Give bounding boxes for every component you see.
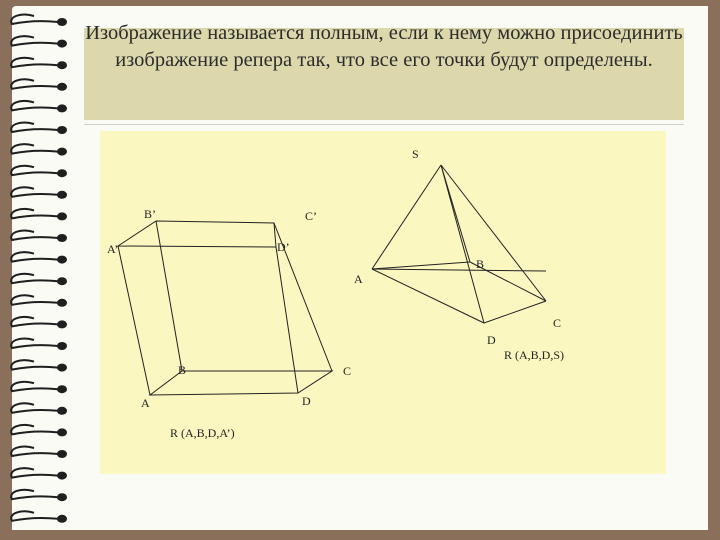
spiral-hole-icon bbox=[57, 61, 67, 69]
spiral-hole-icon bbox=[57, 342, 67, 350]
spiral-ring-icon bbox=[11, 317, 58, 326]
spiral-hole-icon bbox=[57, 234, 67, 242]
spiral-hole-icon bbox=[57, 407, 67, 415]
pyramid-label-b: B bbox=[476, 257, 485, 271]
spiral-ring-icon bbox=[11, 58, 58, 67]
spiral-hole-icon bbox=[57, 320, 67, 328]
spiral-ring-icon bbox=[11, 490, 58, 499]
spiral-ring-icon bbox=[11, 209, 58, 218]
spiral-ring-icon bbox=[11, 187, 58, 196]
spiral-hole-icon bbox=[57, 277, 67, 285]
spiral-hole-icon bbox=[57, 126, 67, 134]
spiral-ring-icon bbox=[11, 339, 58, 348]
pyramid-drawing bbox=[372, 165, 546, 323]
prism-drawing bbox=[118, 221, 332, 395]
pyramid-edge-ab bbox=[372, 262, 470, 269]
spiral-hole-icon bbox=[57, 515, 67, 523]
spiral-ring-icon bbox=[11, 79, 58, 88]
spiral-ring-icon bbox=[11, 447, 58, 456]
spiral-hole-icon bbox=[57, 299, 67, 307]
prism-label-d-prime: D’ bbox=[277, 240, 290, 254]
prism-label-b: B bbox=[178, 363, 187, 377]
spiral-ring-icon bbox=[11, 425, 58, 434]
prism-label-c: C bbox=[343, 364, 352, 378]
spiral-ring-icon bbox=[11, 36, 58, 45]
spiral-hole-icon bbox=[57, 191, 67, 199]
prism-label-a: A bbox=[141, 396, 150, 410]
spiral-ring-icon bbox=[11, 101, 58, 110]
pyramid-edge-sb bbox=[441, 165, 470, 262]
pyramid-edge-ad bbox=[372, 269, 484, 323]
spiral-ring-icon bbox=[11, 403, 58, 412]
pyramid-caption: R (A,B,D,S) bbox=[504, 348, 565, 362]
pyramid-edge-sc bbox=[441, 165, 546, 301]
prism-label-c-prime: C’ bbox=[305, 209, 317, 223]
spiral-hole-icon bbox=[57, 40, 67, 48]
spiral-hole-icon bbox=[57, 148, 67, 156]
spiral-ring-icon bbox=[11, 166, 58, 175]
spiral-ring-icon bbox=[11, 382, 58, 391]
spiral-hole-icon bbox=[57, 104, 67, 112]
prism-caption: R (A,B,D,A’) bbox=[170, 426, 235, 440]
spiral-ring-icon bbox=[11, 468, 58, 477]
spiral-ring-icon bbox=[11, 144, 58, 153]
spiral-hole-icon bbox=[57, 18, 67, 26]
title-divider bbox=[84, 124, 684, 125]
spiral-hole-icon bbox=[57, 450, 67, 458]
spiral-hole-icon bbox=[57, 385, 67, 393]
spiral-ring-icon bbox=[11, 274, 58, 283]
spiral-binding bbox=[0, 0, 80, 540]
spiral-ring-icon bbox=[11, 511, 58, 520]
prism-back-left-edge bbox=[156, 221, 182, 371]
spiral-ring-icon bbox=[11, 252, 58, 261]
pyramid-edge-dc bbox=[484, 301, 546, 323]
spiral-ring-icon bbox=[11, 295, 58, 304]
spiral-hole-icon bbox=[57, 364, 67, 372]
spiral-hole-icon bbox=[57, 472, 67, 480]
slide-title: Изображение называется полным, если к нему можно присоединить изображение репера так, что все его точки будут определены. bbox=[85, 22, 683, 71]
prism-label-a-prime: A’ bbox=[107, 242, 119, 256]
prism-front-left-edge bbox=[118, 246, 150, 395]
pyramid-edge-sa bbox=[372, 165, 441, 269]
prism-label-b-prime: B’ bbox=[144, 207, 156, 221]
pyramid-label-c: C bbox=[553, 316, 562, 330]
spiral-ring-icon bbox=[11, 123, 58, 132]
prism-top-face bbox=[118, 221, 276, 247]
spiral-ring-icon bbox=[11, 15, 58, 24]
spiral-hole-icon bbox=[57, 169, 67, 177]
pyramid-base-line bbox=[372, 269, 546, 271]
spiral-hole-icon bbox=[57, 83, 67, 91]
spiral-ring-icon bbox=[11, 231, 58, 240]
pyramid-label-s: S bbox=[412, 147, 419, 161]
spiral-hole-icon bbox=[57, 493, 67, 501]
spiral-hole-icon bbox=[57, 256, 67, 264]
pyramid-label-a: A bbox=[354, 272, 363, 286]
pyramid-label-d: D bbox=[487, 333, 496, 347]
prism-label-d: D bbox=[302, 394, 311, 408]
spiral-ring-icon bbox=[11, 360, 58, 369]
spiral-hole-icon bbox=[57, 212, 67, 220]
spiral-hole-icon bbox=[57, 428, 67, 436]
pyramid-edge-sd bbox=[441, 165, 484, 323]
geometry-figure bbox=[100, 131, 666, 474]
